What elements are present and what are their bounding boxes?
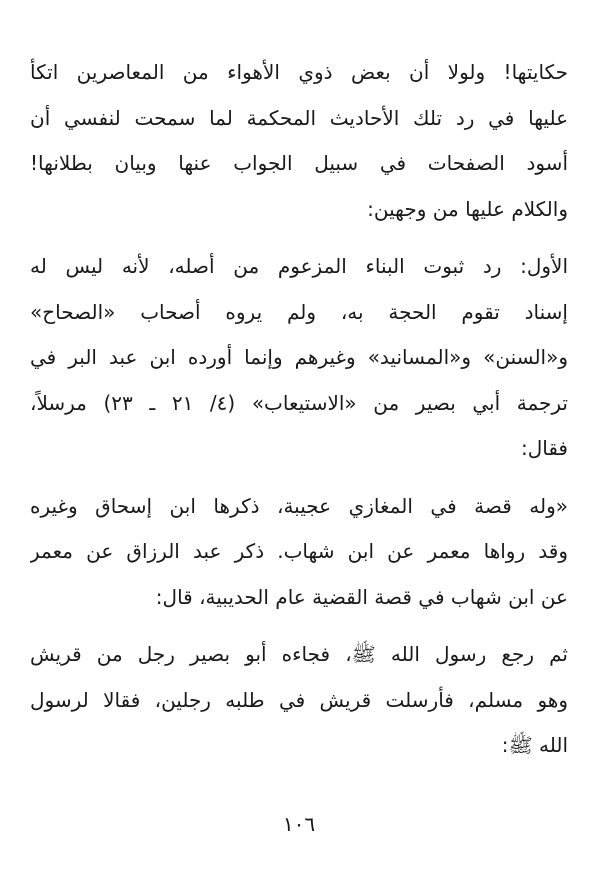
- text-line: عن ابن شهاب في قصة القضية عام الحديبية، قال:: [155, 584, 568, 609]
- paragraph-gap: [30, 472, 568, 484]
- text-line: عليها في رد تلك الأحاديث المحكمة لما سمحت لنفسي أن: [30, 105, 568, 130]
- paragraph-4: [30, 632, 568, 769]
- page-body: [30, 50, 568, 769]
- text-line: والكلام عليها من وجهين:: [367, 196, 568, 221]
- text-line: الأول: رد ثبوت البناء المزعوم من أصله، لأنه ليس له: [30, 254, 568, 278]
- text-line: إسناد تقوم الحجة به، ولم يروه أصحاب «الصحاح»: [30, 299, 568, 324]
- text-line: ترجمة أبي بصير من «الاستيعاب» (٤/ ٢١ ـ ٢٣) مرسلاً،: [30, 390, 568, 415]
- text-line: أسود الصفحات في سبيل الجواب عنها وبيان بطلانها!: [30, 151, 568, 175]
- page-number: ١٠٦: [282, 812, 316, 836]
- paragraph-2: [30, 244, 568, 472]
- text-line: وهو مسلم، فأرسلت قريش في طلبه رجلين، فقالا لرسول: [30, 687, 568, 712]
- text-line: حكايتها! ولولا أن بعض ذوي الأهواء من المعاصرين اتكأ: [30, 60, 568, 84]
- text-line: الله ﷺ:: [501, 733, 568, 757]
- paragraph-gap: [30, 232, 568, 244]
- text-line: و«السنن» و«المسانيد» وغيرهم وإنما أورده ابن عبد البر في: [30, 345, 568, 369]
- paragraph-3: [30, 484, 568, 621]
- paragraph-gap: [30, 620, 568, 632]
- text-line: ثم رجع رسول الله ﷺ، فجاءه أبو بصير رجل من قريش: [30, 642, 568, 666]
- text-line: فقال:: [520, 436, 568, 460]
- text-line: وقد رواها معمر عن ابن شهاب. ذكر عبد الرزاق عن معمر: [30, 539, 568, 563]
- paragraph-1: [30, 50, 568, 232]
- text-line: «وله قصة في المغازي عجيبة، ذكرها ابن إسحاق وغيره: [30, 493, 568, 518]
